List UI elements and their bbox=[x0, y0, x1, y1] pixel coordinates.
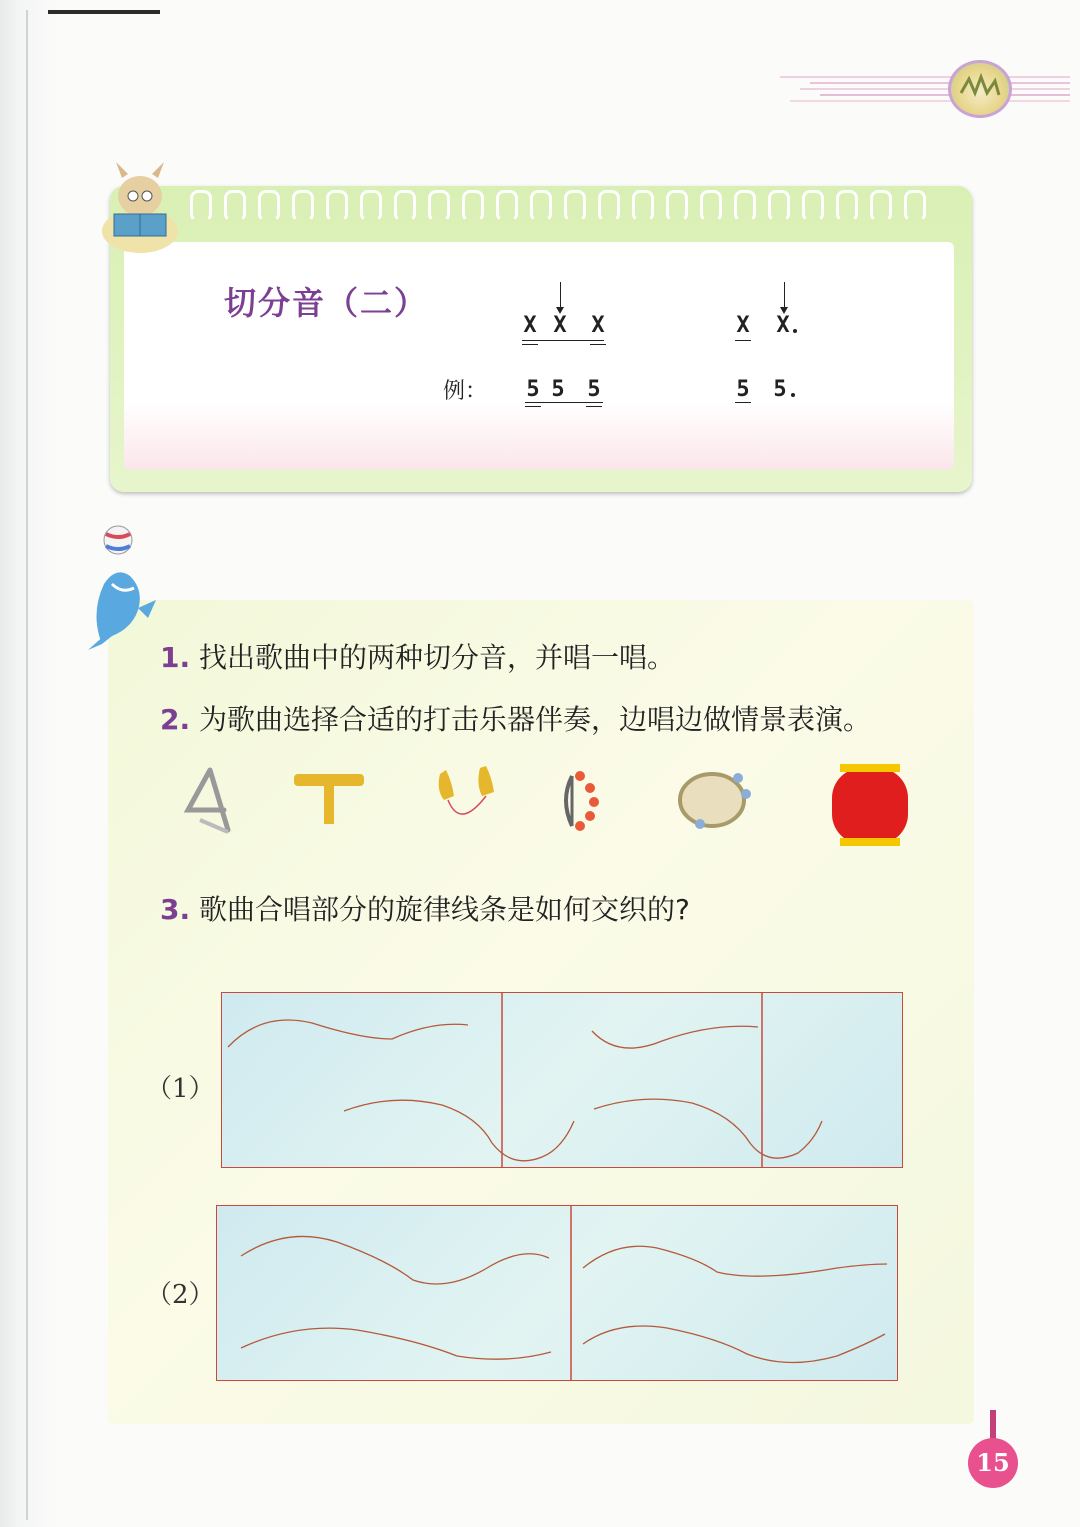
notebook-ring-icon bbox=[428, 190, 450, 222]
pattern-a-underline-beam bbox=[522, 340, 604, 341]
question-1-text: 找出歌曲中的两种切分音，并唱一唱。 bbox=[199, 641, 676, 674]
page-number: 15 bbox=[968, 1438, 1018, 1488]
pattern-a-note-1: X bbox=[523, 313, 537, 338]
example-a-note-1: 5 bbox=[526, 377, 540, 402]
notebook-ring-icon bbox=[836, 190, 858, 222]
notebook-ring-icon bbox=[190, 190, 212, 222]
accent-arrow-b bbox=[784, 282, 785, 308]
notebook-ring-icon bbox=[666, 190, 688, 222]
question-1-number: 1. bbox=[160, 641, 191, 674]
example-a-note-2: 5 bbox=[551, 377, 565, 402]
question-3-text: 歌曲合唱部分的旋律线条是如何交织的? bbox=[199, 893, 690, 926]
question-2-number: 2. bbox=[160, 703, 191, 736]
drum-icon bbox=[826, 760, 912, 850]
example-b-underline bbox=[735, 402, 751, 403]
bells-icon bbox=[430, 760, 500, 850]
page-top-edge bbox=[48, 10, 160, 14]
pattern-a-underline-1 bbox=[522, 344, 538, 345]
example-b-dot bbox=[791, 393, 795, 397]
triangle-icon bbox=[180, 760, 240, 850]
pattern-a-note-3: X bbox=[591, 313, 605, 338]
notebook-rings-decoration bbox=[190, 190, 950, 230]
notebook-ring-icon bbox=[870, 190, 892, 222]
melody-row-1-label: （1） bbox=[146, 1074, 215, 1104]
concept-card bbox=[110, 186, 972, 492]
notebook-ring-icon bbox=[360, 190, 382, 222]
melody-row-2-box bbox=[216, 1205, 898, 1381]
question-3-number: 3. bbox=[160, 893, 191, 926]
notebook-ring-icon bbox=[258, 190, 280, 222]
question-2-text: 为歌曲选择合适的打击乐器伴奏，边唱边做情景表演。 bbox=[199, 703, 872, 736]
pattern-b-note-1: X bbox=[736, 313, 750, 338]
woodblock-icon bbox=[290, 760, 370, 850]
goat-reading-icon bbox=[100, 156, 180, 256]
page-number-stand bbox=[990, 1410, 996, 1440]
example-a-underline-1 bbox=[525, 406, 541, 407]
notebook-ring-icon bbox=[462, 190, 484, 222]
notebook-ring-icon bbox=[632, 190, 654, 222]
question-1 bbox=[160, 636, 675, 676]
concept-card-inner bbox=[124, 242, 954, 470]
example-a-note-3: 5 bbox=[587, 377, 601, 402]
shaker-icon bbox=[560, 760, 610, 850]
tambourine-icon bbox=[676, 760, 756, 850]
pattern-b-dot bbox=[793, 329, 797, 333]
book-spine-shadow bbox=[0, 0, 60, 1527]
dolphin-ball-icon bbox=[82, 524, 162, 654]
melody-row-1-box bbox=[221, 992, 903, 1168]
notebook-ring-icon bbox=[768, 190, 790, 222]
notebook-ring-icon bbox=[394, 190, 416, 222]
notebook-ring-icon bbox=[496, 190, 518, 222]
notebook-ring-icon bbox=[598, 190, 620, 222]
pattern-b-note-2: X bbox=[776, 313, 790, 338]
pattern-a-underline-3 bbox=[590, 344, 606, 345]
question-2 bbox=[160, 698, 871, 738]
notebook-ring-icon bbox=[904, 190, 926, 222]
spine-fold-line bbox=[26, 10, 28, 1520]
lesson-title: 切分音（二） bbox=[224, 284, 429, 322]
notebook-ring-icon bbox=[326, 190, 348, 222]
example-b-note-1: 5 bbox=[736, 377, 750, 402]
example-label: 例： bbox=[443, 379, 488, 404]
example-a-underline-3 bbox=[586, 406, 602, 407]
pattern-a-note-2: X bbox=[553, 313, 567, 338]
pattern-b-underline bbox=[735, 340, 751, 341]
notebook-ring-icon bbox=[530, 190, 552, 222]
notebook-ring-icon bbox=[224, 190, 246, 222]
corner-badge-icon bbox=[948, 60, 1012, 118]
question-3 bbox=[160, 888, 690, 928]
corner-stripes-decoration bbox=[780, 72, 1070, 108]
example-a-underline-beam bbox=[525, 402, 603, 403]
notebook-ring-icon bbox=[734, 190, 756, 222]
melody-row-2-label: （2） bbox=[146, 1280, 215, 1310]
notebook-ring-icon bbox=[802, 190, 824, 222]
notebook-ring-icon bbox=[700, 190, 722, 222]
notebook-ring-icon bbox=[564, 190, 586, 222]
accent-arrow-a bbox=[560, 282, 561, 308]
notebook-ring-icon bbox=[292, 190, 314, 222]
example-b-note-2: 5 bbox=[773, 377, 787, 402]
